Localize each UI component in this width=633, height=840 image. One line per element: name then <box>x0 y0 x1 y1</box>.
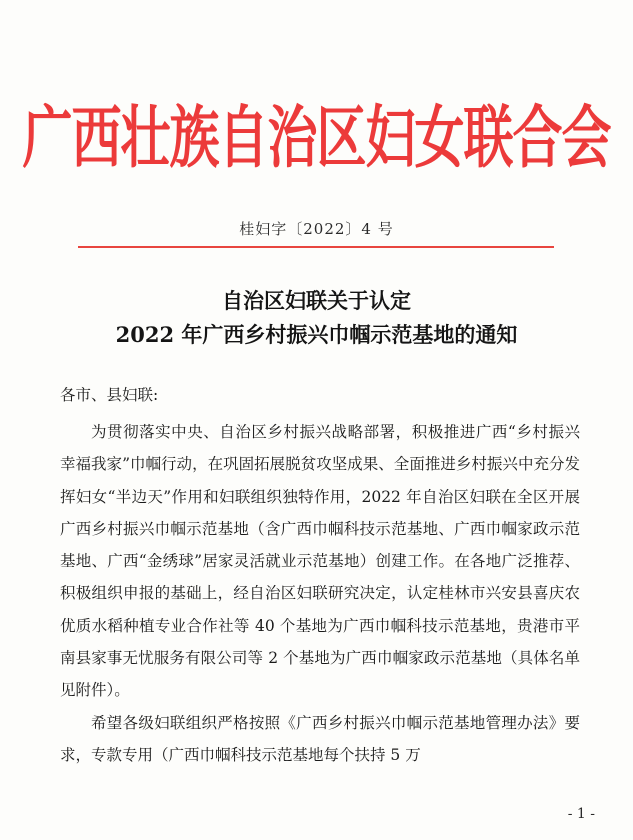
body-text <box>60 416 580 771</box>
document-number: 桂妇字〔2022〕4 号 <box>239 220 394 238</box>
body-paragraph-1: 为贯彻落实中央、自治区乡村振兴战略部署，积极推进广西“乡村振兴 幸福我家”巾帼行动，在巩固拓展脱贫攻坚成果、全面推进乡村振兴中充分发挥妇女“半边天”作用和妇联组织独特作用，2022 年自治区妇联在全区开展广西乡村振兴巾帼示范基地（含广西巾帼科技示范基地、广西巾帼家政示范基地、广西“金绣球”居家灵活就业示范基地）创建工作。在各地广泛推荐、积极组织申报的基础上，经自治区妇联研究决定，认定桂林市兴安县喜庆农优质水稻种植专业合作社等 40 个基地为广西巾帼科技示范基地，贵港市平南县家事无忧服务有限公司等 2 个基地为广西巾帼家政示范基地（具体名单见附件）。 <box>60 423 580 700</box>
document-title-line-2: 2022 年广西乡村振兴巾帼示范基地的通知 <box>115 322 518 347</box>
body-paragraph-2: 希望各级妇联组织严格按照《广西乡村振兴巾帼示范基地管理办法》要求，专款专用（广西巾帼科技示范基地每个扶持 5 万 <box>60 713 580 764</box>
salutation: 各市、县妇联: <box>60 386 159 404</box>
red-divider-line <box>78 246 554 248</box>
masthead-organization-name: 广西壮族自治区妇女联合会 <box>22 97 611 178</box>
document-title-line-1: 自治区妇联关于认定 <box>222 288 411 313</box>
page-number: - 1 - <box>567 806 595 822</box>
